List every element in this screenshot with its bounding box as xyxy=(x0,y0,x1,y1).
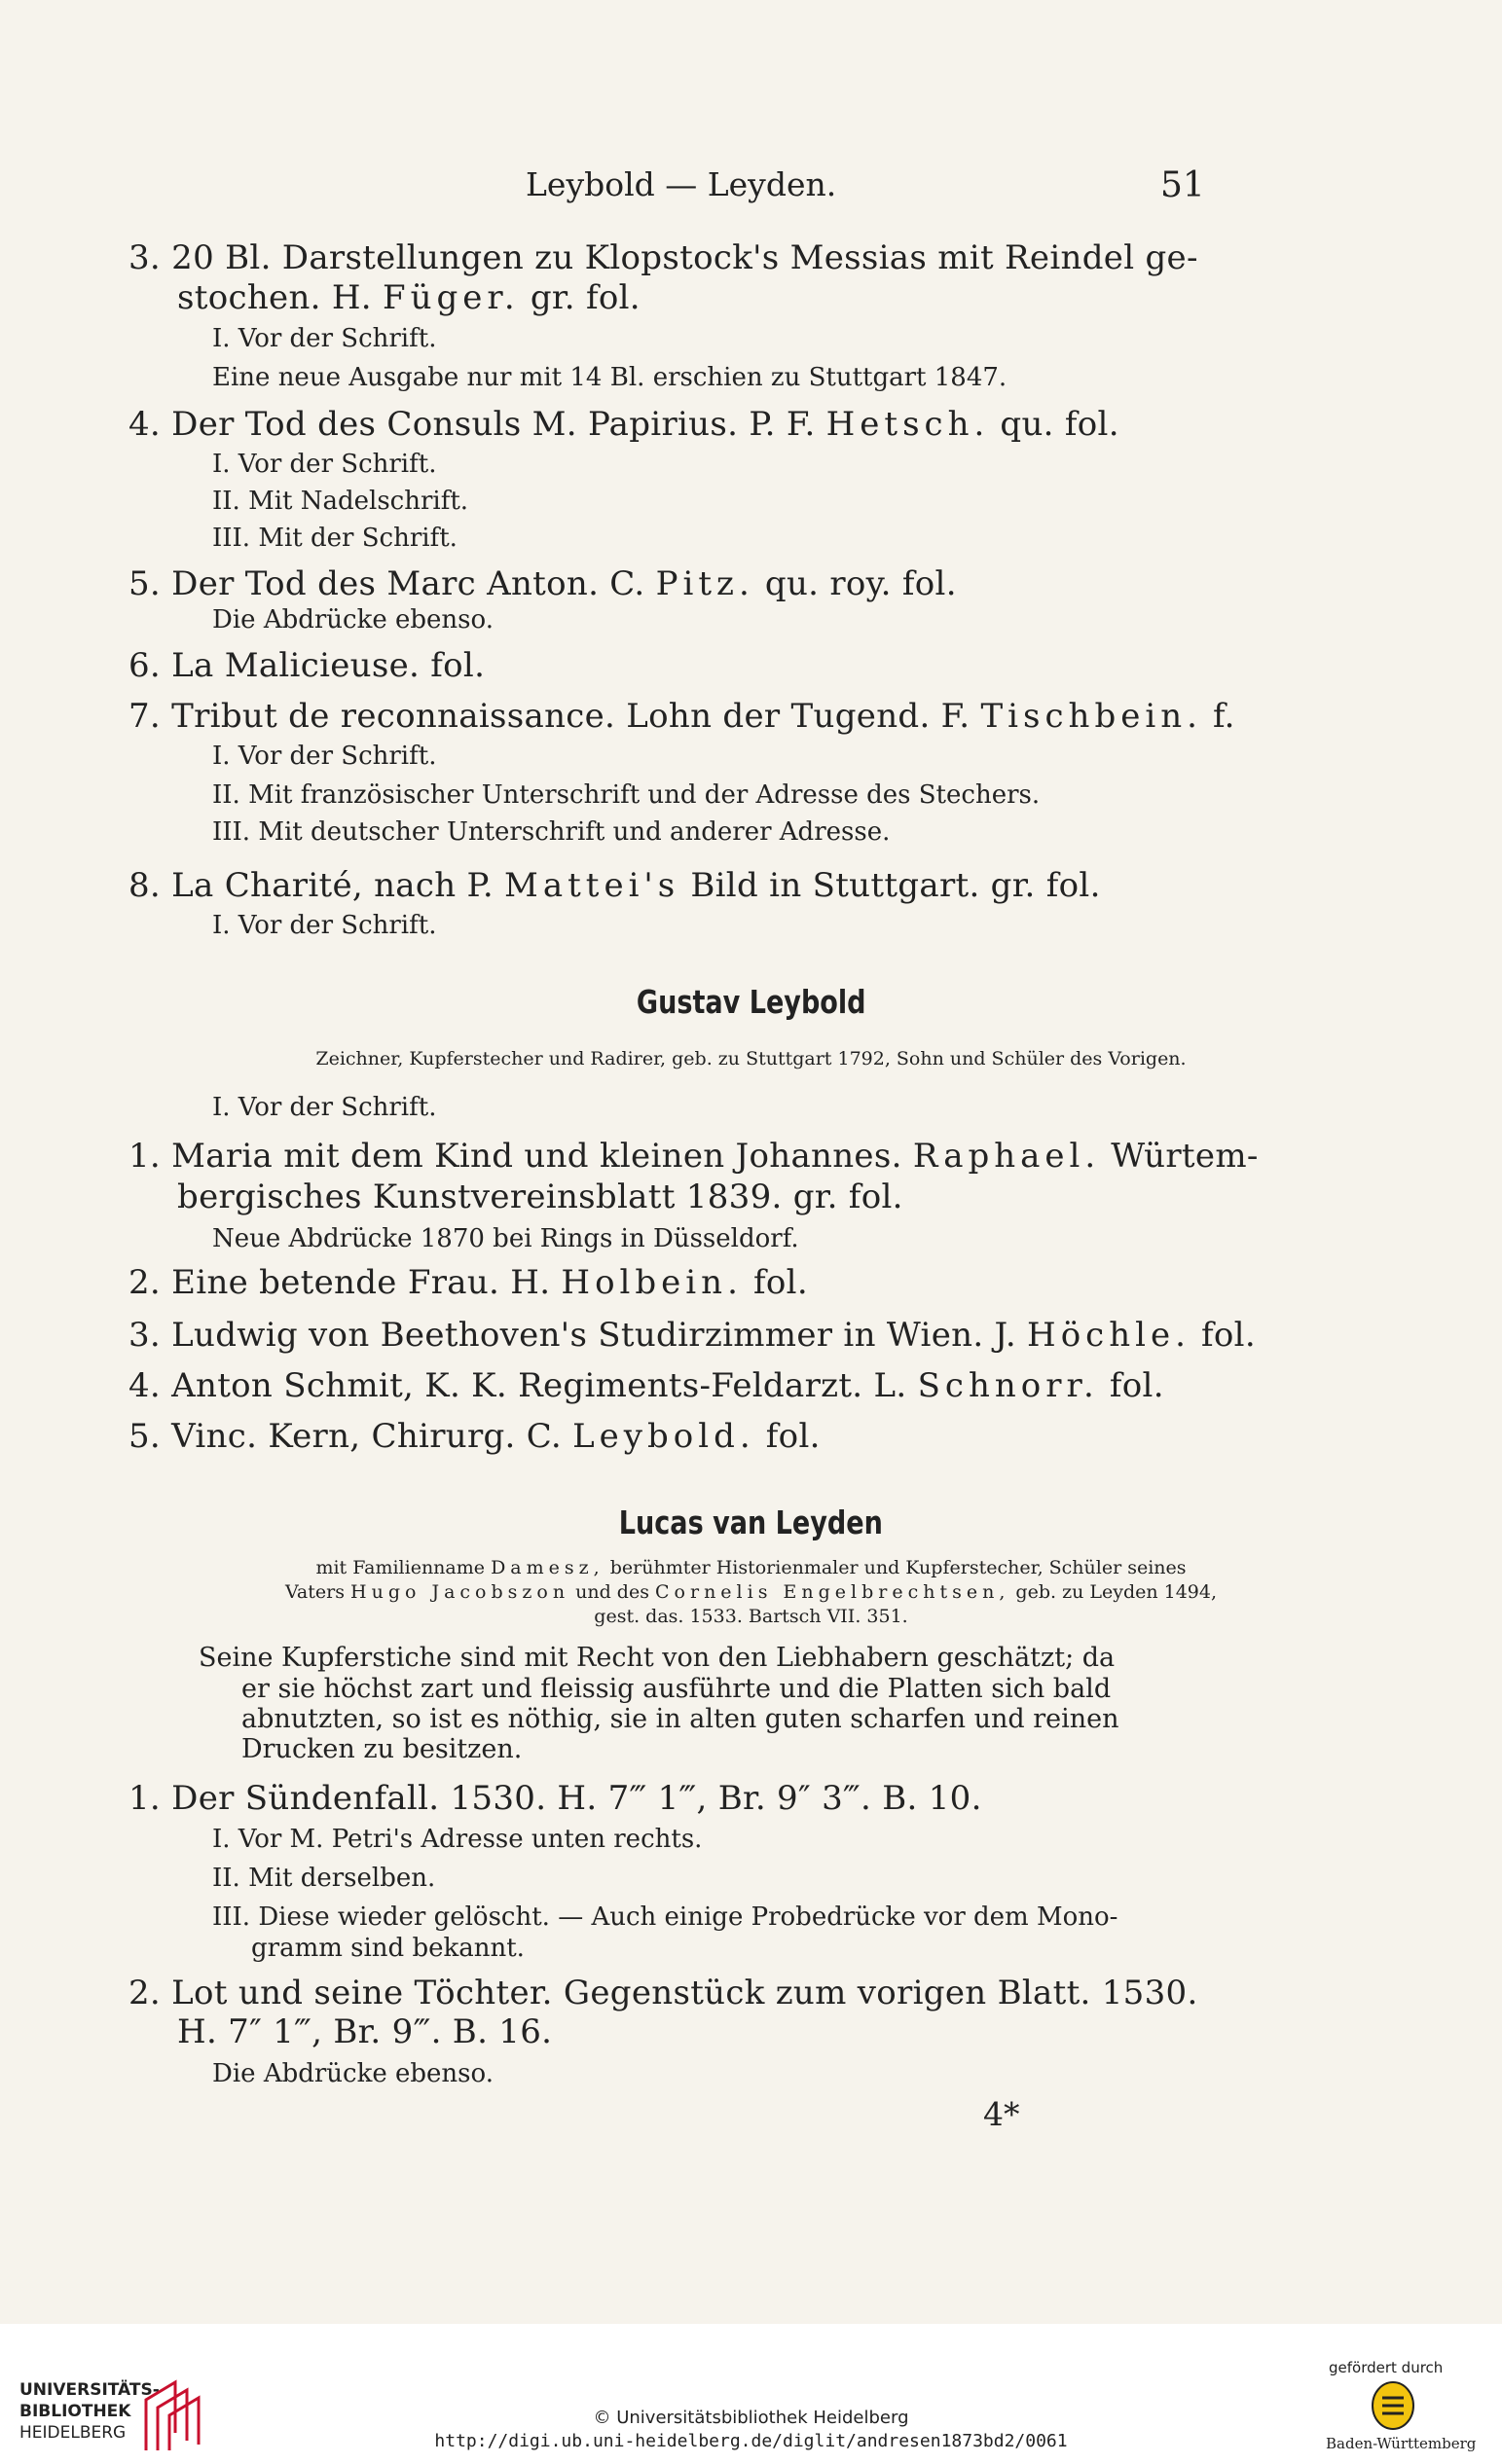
state-note: I. Vor der Schrift. xyxy=(212,911,437,940)
state-note: III. Diese wieder gelöscht. — Auch einige Probedrücke vor dem Mono- xyxy=(212,1902,1118,1932)
library-logo-line-3: HEIDELBERG xyxy=(19,2423,127,2443)
entry-1-line-2: bergisches Kunstvereinsblatt 1839. gr. fol. xyxy=(177,1178,903,1216)
paragraph-line: abnutzten, so ist es nöthig, sie in alten guten scharfen und reinen xyxy=(241,1704,1119,1734)
library-logo-line-2: BIBLIOTHEK xyxy=(19,2402,131,2421)
edition-note: Neue Abdrücke 1870 bei Rings in Düsseldorf. xyxy=(212,1224,799,1253)
entry-2-line-2: H. 7″ 1‴, Br. 9‴. B. 16. xyxy=(177,2012,553,2051)
sponsor-name: Baden-Württemberg xyxy=(1326,2435,1477,2452)
state-note: I. Vor der Schrift. xyxy=(212,450,437,479)
paragraph-line: Drucken zu besitzen. xyxy=(241,1734,523,1764)
state-note: II. Mit Nadelschrift. xyxy=(212,487,469,516)
state-coat-of-arms-icon xyxy=(1371,2380,1415,2431)
sponsor-label: gefördert durch xyxy=(1329,2359,1444,2376)
entry-4: 4. Der Tod des Consuls M. Papirius. P. F. Hetsch. qu. fol. xyxy=(128,405,1119,444)
section-heading-gustav-leybold: Gustav Leybold xyxy=(636,983,866,1021)
entry-2: 2. Lot und seine Töchter. Gegenstück zum vorigen Blatt. 1530. xyxy=(128,1974,1198,2012)
entry-5: 5. Der Tod des Marc Anton. C. Pitz. qu. roy. fol. xyxy=(128,564,957,603)
signature-mark: 4* xyxy=(983,2095,1020,2133)
paragraph-line: Seine Kupferstiche sind mit Recht von den Liebhabern geschätzt; da xyxy=(199,1643,1116,1673)
state-note: III. Mit deutscher Unterschrift und anderer Adresse. xyxy=(212,817,891,847)
entry-4: 4. Anton Schmit, K. K. Regiments-Feldarzt. L. Schnorr. fol. xyxy=(128,1366,1164,1405)
edition-note: Eine neue Ausgabe nur mit 14 Bl. erschien zu Stuttgart 1847. xyxy=(212,363,1007,392)
entry-3-line-1: 3. 20 Bl. Darstellungen zu Klopstock's Messias mit Reindel ge- xyxy=(128,238,1198,277)
entry-5: 5. Vinc. Kern, Chirurg. C. Leybold. fol. xyxy=(128,1417,821,1456)
entry-3-line-2: stochen. H. Füger. gr. fol. xyxy=(177,278,641,317)
state-note: II. Mit französischer Unterschrift und der Adresse des Stechers. xyxy=(212,780,1041,810)
state-note: I. Vor der Schrift. xyxy=(212,742,437,771)
state-note: I. Vor der Schrift. xyxy=(212,1093,437,1122)
library-logo-line-1: UNIVERSITÄTS- xyxy=(19,2380,160,2400)
state-note: III. Mit der Schrift. xyxy=(212,524,458,553)
state-note: I. Vor der Schrift. xyxy=(212,324,437,353)
artist-description-line-1: mit Familienname Damesz, berühmter Historienmaler und Kupferstecher, Schüler seines xyxy=(315,1557,1187,1578)
impression-note: Die Abdrücke ebenso. xyxy=(212,605,494,634)
running-header: Leybold — Leyden. xyxy=(526,165,837,203)
state-note: II. Mit derselben. xyxy=(212,1864,436,1893)
permalink-url[interactable]: http://digi.ub.uni-heidelberg.de/diglit/andresen1873bd2/0061 xyxy=(434,2431,1068,2451)
entry-6: 6. La Malicieuse. fol. xyxy=(128,646,486,685)
entry-1: 1. Der Sündenfall. 1530. H. 7‴ 1‴, Br. 9″ 3‴. B. 10. xyxy=(128,1779,982,1818)
footer-bar xyxy=(0,2324,1502,2464)
artist-description-line-2: Vaters Hugo Jacobszon und des Cornelis Engelbrechtsen, geb. zu Leyden 1494, xyxy=(284,1581,1218,1603)
copyright-text: © Universitätsbibliothek Heidelberg xyxy=(593,2408,909,2428)
artist-description-line-3: gest. das. 1533. Bartsch VII. 351. xyxy=(594,1606,908,1627)
entry-8: 8. La Charité, nach P. Mattei's Bild in Stuttgart. gr. fol. xyxy=(128,866,1101,905)
entry-1: 1. Maria mit dem Kind und kleinen Johannes. Raphael. Würtem- xyxy=(128,1137,1259,1176)
state-note-line-2: gramm sind bekannt. xyxy=(251,1934,525,1963)
section-heading-lucas-van-leyden: Lucas van Leyden xyxy=(618,1504,884,1541)
page-number: 51 xyxy=(1160,165,1205,205)
entry-2: 2. Eine betende Frau. H. Holbein. fol. xyxy=(128,1263,808,1302)
artist-description: Zeichner, Kupferstecher und Radirer, geb. zu Stuttgart 1792, Sohn und Schüler des Vorigen. xyxy=(315,1048,1187,1069)
entry-7: 7. Tribut de reconnaissance. Lohn der Tugend. F. Tischbein. f. xyxy=(128,697,1235,736)
state-note: I. Vor M. Petri's Adresse unten rechts. xyxy=(212,1825,703,1854)
paragraph-line: er sie höchst zart und fleissig ausführte und die Platten sich bald xyxy=(241,1674,1112,1704)
entry-3: 3. Ludwig von Beethoven's Studirzimmer in Wien. J. Höchle. fol. xyxy=(128,1316,1256,1355)
impression-note: Die Abdrücke ebenso. xyxy=(212,2059,494,2088)
